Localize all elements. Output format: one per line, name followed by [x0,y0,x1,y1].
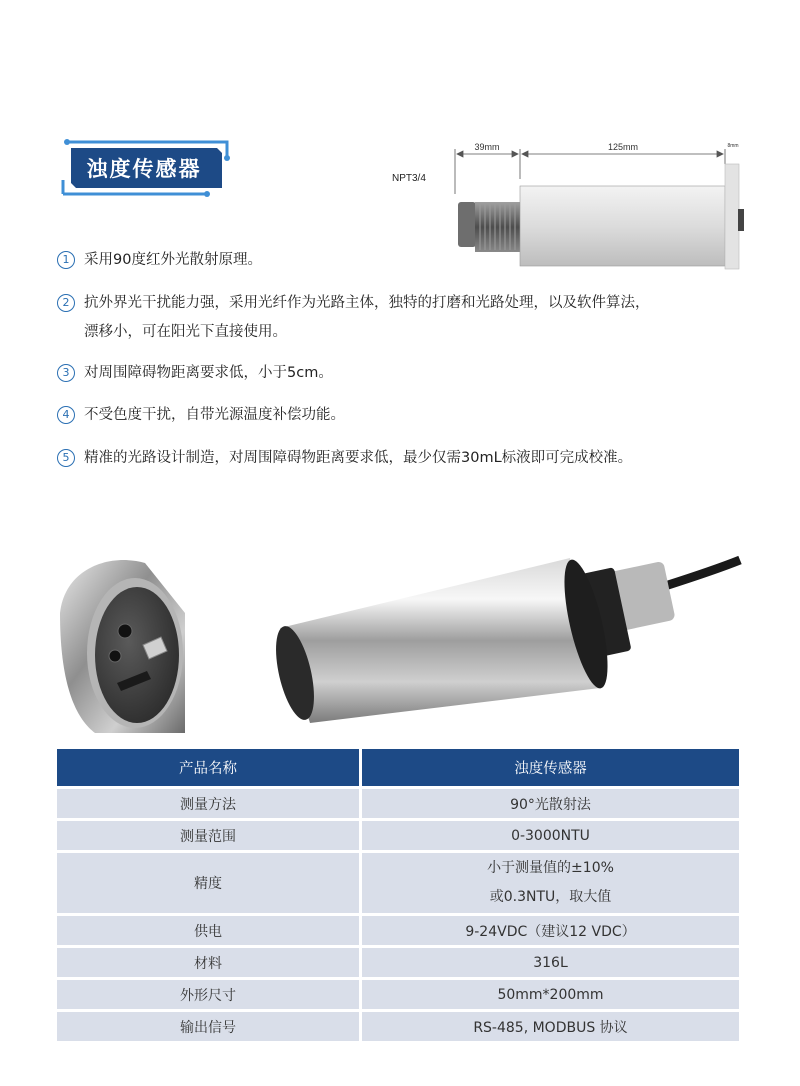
row-value-line: 小于测量值的±10% [487,860,614,876]
feature-text: 采用90度红外光散射原理。 [84,252,262,268]
row-label: 测量范围 [57,821,359,850]
table-row [57,948,739,977]
table-header-row [57,749,739,786]
row-value: RS-485, MODBUS 协议 [362,1012,739,1041]
circled-number: 1 [57,251,75,269]
page-title: 浊度传感器 [86,157,202,181]
row-label: 测量方法 [57,789,359,818]
title-badge [57,134,242,202]
feature-item [57,360,333,386]
feature-item [57,402,345,428]
row-value: 9-24VDC（建议12 VDC） [362,916,739,945]
table-row [57,916,739,945]
circled-number: 3 [57,364,75,382]
feature-text: 精准的光路设计制造，对周围障碍物距离要求低，最少仅需30mL标液即可完成校准。 [84,450,633,466]
table-row [57,853,739,913]
row-value [362,853,739,913]
dimension-drawing [380,134,750,284]
table-row [57,789,739,818]
row-label: 外形尺寸 [57,980,359,1009]
dim-39-label: 39mm [474,142,500,152]
dim-8-label: 8mm [727,143,739,149]
feature-text: 抗外界光干扰能力强，采用光纤作为光路主体，独特的打磨和光路处理，以及软件算法， [84,295,650,311]
feature-item [57,290,650,345]
feature-item [57,445,632,471]
row-value: 0-3000NTU [362,821,739,850]
spec-table [54,746,742,1044]
row-value-line: 或0.3NTU，取大值 [489,889,612,905]
feature-text: 不受色度干扰，自带光源温度补偿功能。 [84,407,345,423]
sensor-end-photo [55,553,185,733]
row-label: 输出信号 [57,1012,359,1041]
dim-125-label: 125mm [607,142,639,152]
circled-number: 2 [57,294,75,312]
circled-number: 5 [57,449,75,467]
table-row [57,1012,739,1041]
row-label: 供电 [57,916,359,945]
table-header-cell: 浊度传感器 [362,749,739,786]
table-row [57,821,739,850]
sensor-side-photo [270,548,745,723]
row-label: 精度 [57,853,359,913]
row-value: 316L [362,948,739,977]
feature-item [57,247,262,273]
table-row [57,980,739,1009]
row-value: 90°光散射法 [362,789,739,818]
feature-text: 对周围障碍物距离要求低，小于5cm。 [84,365,333,381]
table-header-cell: 产品名称 [57,749,359,786]
thread-label: NPT3/4 [392,173,426,184]
row-value: 50mm*200mm [362,980,739,1009]
feature-text: 漂移小，可在阳光下直接使用。 [84,324,287,340]
circled-number: 4 [57,406,75,424]
row-label: 材料 [57,948,359,977]
